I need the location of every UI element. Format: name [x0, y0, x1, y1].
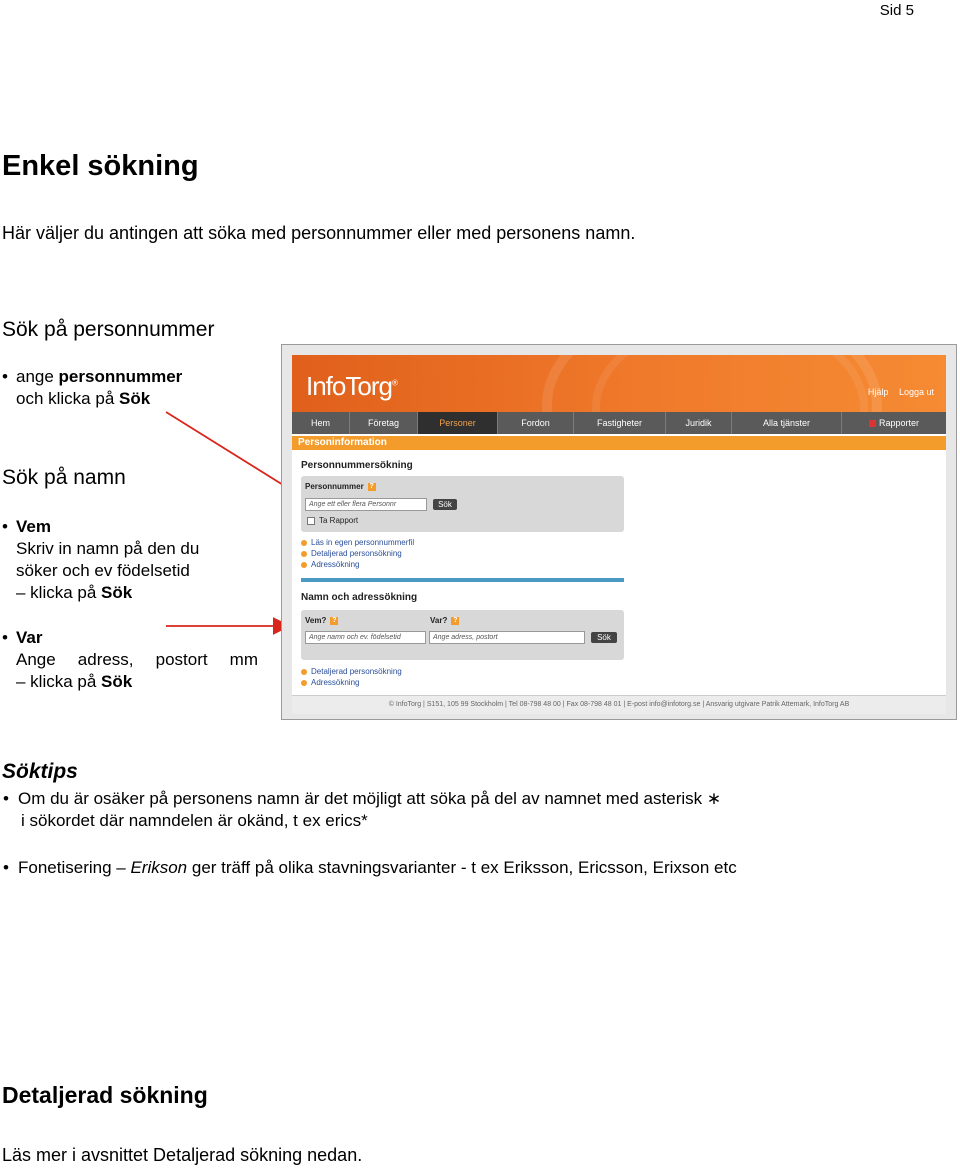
pnr-label: Personnummer ? — [305, 482, 374, 491]
nav-foretag[interactable]: Företag — [350, 412, 418, 434]
vem-label: Vem? ? — [305, 616, 337, 625]
link-adressokning[interactable]: Adressökning — [301, 560, 359, 569]
tip-asterisk — [3, 788, 722, 832]
tip2-example: Erikson — [130, 858, 188, 877]
vem-title: Vem — [16, 517, 51, 536]
asterisk-symbol: ∗ — [706, 789, 722, 808]
report-checkbox[interactable] — [307, 517, 315, 525]
bullet-icon: • — [3, 858, 9, 877]
page-title: Enkel sökning — [2, 150, 199, 182]
pnr-heading: Sök på personnummer — [2, 318, 215, 341]
help-icon[interactable]: ? — [369, 482, 374, 490]
nav-juridik[interactable]: Juridik — [666, 412, 732, 434]
pnr-box — [301, 476, 624, 532]
page-number: Sid 5 — [879, 2, 914, 19]
help-link[interactable]: Hjälp — [867, 387, 889, 397]
tips-heading: Söktips — [2, 760, 78, 783]
infotorg-nav — [292, 412, 946, 434]
link-las-in-fil[interactable]: Läs in egen personnummerfil — [301, 538, 414, 547]
arrow-icon — [301, 680, 307, 686]
rapporter-icon — [869, 420, 876, 427]
var-label: Var? ? — [430, 616, 458, 625]
name-heading: Sök på namn — [2, 466, 126, 489]
nav-fastigheter[interactable]: Fastigheter — [574, 412, 666, 434]
vem-line3-bold: Sök — [101, 583, 133, 602]
divider — [301, 578, 624, 582]
tip-fonetisering — [3, 857, 737, 879]
nav-personer[interactable]: Personer — [418, 412, 498, 434]
bullet-icon: • — [2, 628, 8, 647]
pnr-input[interactable]: Ange ett eller flera Personnr — [305, 498, 427, 511]
pnr-section-heading: Personnummersökning — [301, 460, 413, 471]
arrow-icon — [301, 669, 307, 675]
pnr-bullet-bold: personnummer — [58, 367, 183, 386]
link-detaljerad[interactable]: Detaljerad personsökning — [301, 549, 402, 558]
nav-fordon[interactable]: Fordon — [498, 412, 574, 434]
var-line1: Ange adress, postort mm — [16, 650, 258, 669]
tip1-line2: i sökordet där namndelen är okänd, t ex erics* — [21, 811, 368, 830]
var-input[interactable]: Ange adress, postort — [429, 631, 585, 644]
pnr-bullet-line2: och klicka på — [16, 389, 119, 408]
link-detaljerad-2[interactable]: Detaljerad personsökning — [301, 667, 402, 676]
vem-line3: – klicka på — [16, 583, 102, 602]
help-icon[interactable]: ? — [332, 616, 337, 624]
nav-alla-tjanster[interactable]: Alla tjänster — [732, 412, 842, 434]
var-line2-bold: Sök — [101, 672, 133, 691]
bullet-icon: • — [2, 367, 8, 386]
link-adressokning-2[interactable]: Adressökning — [301, 678, 359, 687]
name-box — [301, 610, 624, 660]
report-label: Ta Rapport — [319, 516, 359, 525]
bullet-icon: • — [3, 789, 9, 808]
detail-heading: Detaljerad sökning — [2, 1082, 208, 1108]
vem-input[interactable]: Ange namn och ev. födelsetid — [305, 631, 426, 644]
var-title: Var — [16, 628, 43, 647]
name-section-heading: Namn och adressökning — [301, 592, 418, 603]
bullet-icon: • — [2, 517, 8, 536]
tip1-line1: Om du är osäker på personens namn är det möjligt att söka på del av namnet med asterisk — [18, 789, 707, 808]
pnr-bullet-text: ange — [16, 367, 59, 386]
infotorg-footer: © InfoTorg | S151, 105 99 Stockholm | Tel 08-798 48 00 | Fax 08-798 48 01 | E-post info@infotorg.se | Ansvarig utgivare Patrik Attemark, InfoTorg AB — [292, 695, 946, 714]
var-line2: – klicka på — [16, 672, 102, 691]
vem-line2: söker och ev födelsetid — [16, 561, 190, 580]
vem-line1: Skriv in namn på den du — [16, 539, 200, 558]
arrow-icon — [301, 551, 307, 557]
infotorg-logo: InfoTorg® — [306, 371, 397, 401]
intro-text: Här väljer du antingen att söka med personnummer eller med personens namn. — [2, 223, 636, 243]
pnr-bullet-line2-bold: Sök — [119, 389, 151, 408]
infotorg-screenshot — [281, 344, 957, 720]
name-search-button[interactable]: Sök — [591, 632, 617, 643]
nav-hem[interactable]: Hem — [292, 412, 350, 434]
help-icon[interactable]: ? — [453, 616, 458, 624]
tip2-pre: Fonetisering – — [18, 858, 131, 877]
nav-rapporter[interactable]: Rapporter — [842, 412, 946, 434]
tip2-post: ger träff på olika stavningsvarianter - t ex Eriksson, Ericsson, Erixson etc — [187, 858, 737, 877]
section-banner: Personinformation — [292, 436, 946, 450]
infotorg-header — [292, 355, 946, 412]
logout-link[interactable]: Logga ut — [898, 387, 934, 397]
detail-text: Läs mer i avsnittet Detaljerad sökning nedan. — [2, 1145, 363, 1165]
arrow-icon — [301, 540, 307, 546]
arrow-icon — [301, 562, 307, 568]
pnr-search-button[interactable]: Sök — [433, 499, 457, 510]
